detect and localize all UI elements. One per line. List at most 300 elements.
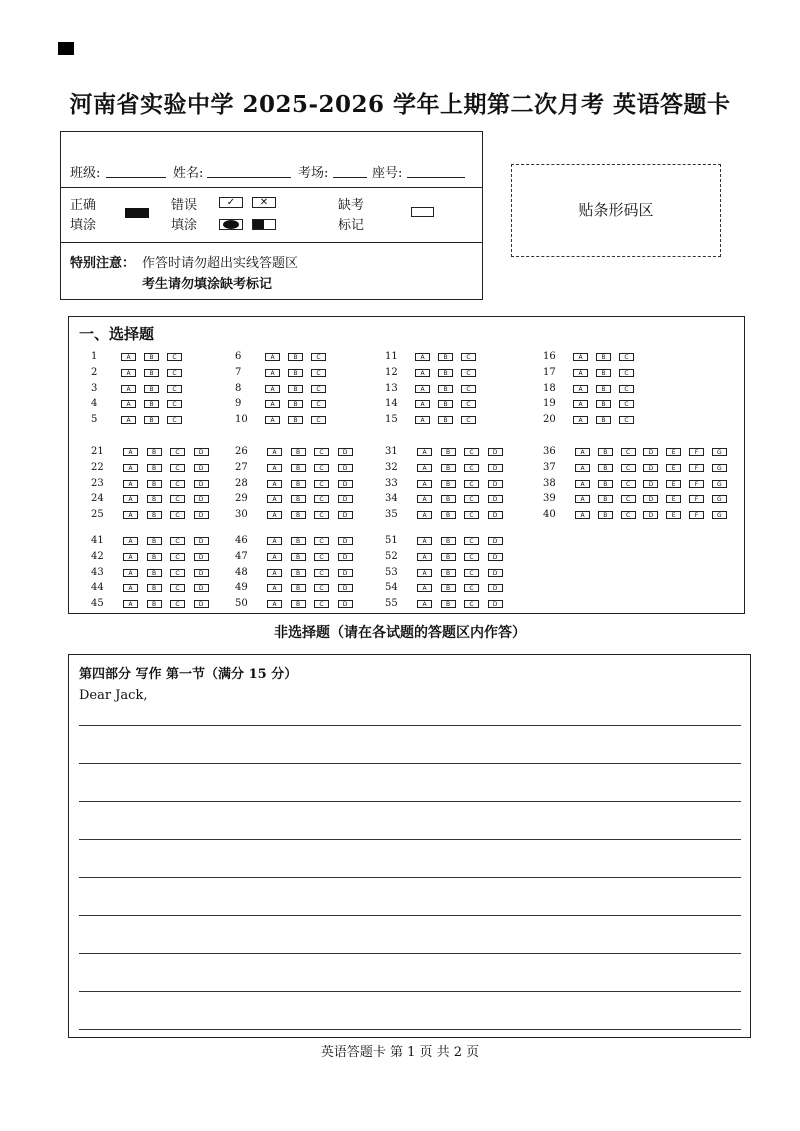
check-mark-icon: ✓ bbox=[219, 197, 243, 208]
answer-bubble[interactable]: C bbox=[170, 553, 185, 561]
question-number: 6 bbox=[235, 351, 242, 362]
writing-title: 第四部分 写作 第一节（满分 15 分） bbox=[79, 667, 298, 682]
answer-bubble[interactable]: C bbox=[311, 400, 326, 408]
answer-bubble[interactable]: C bbox=[170, 480, 185, 488]
question-number: 48 bbox=[235, 566, 248, 578]
question-number: 44 bbox=[91, 582, 104, 594]
barcode-label: 贴条形码区 bbox=[578, 201, 654, 219]
answer-bubble[interactable]: C bbox=[311, 369, 326, 377]
answer-bubble[interactable]: C bbox=[170, 569, 185, 577]
answer-bubble[interactable]: C bbox=[311, 385, 326, 393]
answer-bubble[interactable]: D bbox=[488, 600, 503, 608]
answer-bubble[interactable]: C bbox=[170, 511, 185, 519]
answer-bubble[interactable]: F bbox=[689, 464, 704, 472]
answer-bubble[interactable]: B bbox=[291, 553, 306, 561]
answer-bubble[interactable]: A bbox=[123, 553, 138, 561]
answer-bubble[interactable]: D bbox=[194, 584, 209, 592]
answer-bubble[interactable]: A bbox=[415, 353, 430, 361]
student-info-box bbox=[60, 131, 483, 300]
question-number: 31 bbox=[385, 446, 398, 457]
question-number: 32 bbox=[385, 461, 398, 473]
answer-bubble[interactable]: C bbox=[619, 416, 634, 424]
answer-bubble[interactable]: A bbox=[417, 584, 432, 592]
answer-bubble[interactable]: B bbox=[441, 584, 456, 592]
question-number: 23 bbox=[91, 477, 104, 489]
answer-bubble[interactable]: C bbox=[461, 353, 476, 361]
question-number: 10 bbox=[235, 414, 248, 426]
answer-bubble[interactable]: B bbox=[144, 353, 159, 361]
question-number: 43 bbox=[91, 566, 104, 578]
answer-bubble[interactable]: E bbox=[666, 480, 681, 488]
question-number: 52 bbox=[385, 550, 398, 562]
answer-bubble[interactable]: D bbox=[338, 511, 353, 519]
answer-bubble[interactable]: B bbox=[291, 448, 306, 456]
answer-bubble[interactable]: G bbox=[712, 511, 727, 519]
answer-bubble[interactable]: B bbox=[144, 416, 159, 424]
answer-bubble[interactable]: A bbox=[267, 600, 282, 608]
answer-bubble[interactable]: C bbox=[461, 369, 476, 377]
question-number: 3 bbox=[91, 382, 98, 394]
answer-bubble[interactable]: C bbox=[464, 553, 479, 561]
answer-bubble[interactable]: B bbox=[441, 448, 456, 456]
answer-bubble[interactable]: A bbox=[265, 353, 280, 361]
answer-bubble[interactable]: C bbox=[621, 511, 636, 519]
answer-bubble[interactable]: A bbox=[267, 480, 282, 488]
question-number: 7 bbox=[235, 366, 242, 378]
answer-bubble[interactable]: B bbox=[291, 600, 306, 608]
answer-bubble[interactable]: C bbox=[464, 584, 479, 592]
answer-bubble[interactable]: G bbox=[712, 495, 727, 503]
answer-bubble[interactable]: B bbox=[441, 495, 456, 503]
answer-bubble[interactable]: B bbox=[438, 385, 453, 393]
question-number: 28 bbox=[235, 477, 248, 489]
answer-bubble[interactable]: G bbox=[712, 464, 727, 472]
writing-line[interactable] bbox=[79, 763, 741, 764]
answer-bubble[interactable]: D bbox=[643, 464, 658, 472]
answer-bubble[interactable]: E bbox=[666, 448, 681, 456]
answer-bubble[interactable]: E bbox=[666, 511, 681, 519]
answer-bubble[interactable]: A bbox=[123, 584, 138, 592]
answer-bubble[interactable]: G bbox=[712, 480, 727, 488]
answer-bubble[interactable]: D bbox=[488, 480, 503, 488]
answer-bubble[interactable]: B bbox=[144, 385, 159, 393]
room-label: 考场: bbox=[298, 166, 329, 181]
answer-bubble[interactable]: C bbox=[464, 448, 479, 456]
question-number: 36 bbox=[543, 446, 556, 457]
answer-bubble[interactable]: C bbox=[464, 511, 479, 519]
answer-bubble[interactable]: A bbox=[121, 385, 136, 393]
writing-line[interactable] bbox=[79, 991, 741, 992]
answer-bubble[interactable]: D bbox=[488, 537, 503, 545]
answer-bubble[interactable]: B bbox=[438, 400, 453, 408]
answer-bubble[interactable]: D bbox=[338, 464, 353, 472]
answer-bubble[interactable]: C bbox=[461, 400, 476, 408]
answer-bubble[interactable]: B bbox=[288, 400, 303, 408]
answer-bubble[interactable]: A bbox=[415, 385, 430, 393]
answer-bubble[interactable]: C bbox=[170, 464, 185, 472]
answer-bubble[interactable]: B bbox=[441, 569, 456, 577]
answer-bubble[interactable]: B bbox=[596, 369, 611, 377]
answer-bubble[interactable]: B bbox=[288, 353, 303, 361]
barcode-area bbox=[511, 164, 721, 257]
question-number: 16 bbox=[543, 351, 556, 362]
question-number: 53 bbox=[385, 566, 398, 578]
answer-bubble[interactable]: A bbox=[417, 464, 432, 472]
answer-bubble[interactable]: D bbox=[488, 495, 503, 503]
correct-fill-label: 正确 bbox=[70, 198, 97, 213]
answer-bubble[interactable]: B bbox=[291, 584, 306, 592]
answer-bubble[interactable]: B bbox=[441, 553, 456, 561]
absent-mark-box[interactable] bbox=[411, 207, 434, 217]
writing-line[interactable] bbox=[79, 725, 741, 726]
answer-bubble[interactable]: A bbox=[417, 448, 432, 456]
answer-bubble[interactable]: C bbox=[464, 495, 479, 503]
answer-bubble[interactable]: C bbox=[167, 369, 182, 377]
answer-bubble[interactable]: D bbox=[194, 537, 209, 545]
class-field[interactable] bbox=[106, 177, 166, 178]
answer-bubble[interactable]: A bbox=[575, 448, 590, 456]
answer-bubble[interactable]: C bbox=[461, 416, 476, 424]
answer-bubble[interactable]: D bbox=[488, 553, 503, 561]
answer-bubble[interactable]: B bbox=[596, 353, 611, 361]
absent-label: 缺考 bbox=[338, 198, 365, 213]
answer-bubble[interactable]: A bbox=[417, 600, 432, 608]
answer-bubble[interactable]: A bbox=[575, 480, 590, 488]
answer-bubble[interactable]: A bbox=[123, 495, 138, 503]
answer-bubble[interactable]: A bbox=[121, 353, 136, 361]
question-number: 26 bbox=[235, 446, 248, 457]
answer-bubble[interactable]: A bbox=[267, 569, 282, 577]
answer-bubble[interactable]: B bbox=[441, 511, 456, 519]
answer-bubble[interactable]: A bbox=[575, 464, 590, 472]
answer-bubble[interactable]: D bbox=[194, 464, 209, 472]
answer-bubble[interactable]: D bbox=[338, 553, 353, 561]
answer-bubble[interactable]: C bbox=[464, 537, 479, 545]
answer-bubble[interactable]: A bbox=[265, 369, 280, 377]
question-number: 38 bbox=[543, 477, 556, 489]
answer-bubble[interactable]: A bbox=[267, 537, 282, 545]
answer-bubble[interactable]: C bbox=[314, 553, 329, 561]
answer-bubble[interactable]: B bbox=[147, 569, 162, 577]
question-number: 50 bbox=[235, 598, 248, 610]
answer-bubble[interactable]: A bbox=[265, 416, 280, 424]
answer-bubble[interactable]: F bbox=[689, 511, 704, 519]
question-number: 13 bbox=[385, 382, 398, 394]
answer-bubble[interactable]: A bbox=[573, 353, 588, 361]
answer-bubble[interactable]: C bbox=[621, 480, 636, 488]
wrong-fill-label: 错误 bbox=[171, 198, 198, 213]
absent-label-2: 标记 bbox=[338, 218, 365, 233]
answer-bubble[interactable]: B bbox=[147, 448, 162, 456]
answer-bubble[interactable]: B bbox=[291, 537, 306, 545]
answer-bubble[interactable]: D bbox=[643, 480, 658, 488]
answer-bubble[interactable]: A bbox=[267, 495, 282, 503]
answer-bubble[interactable]: B bbox=[147, 511, 162, 519]
answer-bubble[interactable]: B bbox=[598, 480, 613, 488]
answer-bubble[interactable]: A bbox=[123, 600, 138, 608]
answer-bubble[interactable]: A bbox=[417, 537, 432, 545]
answer-bubble[interactable]: C bbox=[167, 353, 182, 361]
answer-bubble[interactable]: A bbox=[573, 385, 588, 393]
wrong-fill-label-2: 填涂 bbox=[171, 218, 198, 233]
answer-bubble[interactable]: B bbox=[438, 369, 453, 377]
question-number: 51 bbox=[385, 535, 398, 546]
answer-bubble[interactable]: C bbox=[619, 369, 634, 377]
answer-bubble[interactable]: A bbox=[121, 400, 136, 408]
question-number: 35 bbox=[385, 509, 398, 521]
answer-bubble[interactable]: B bbox=[596, 385, 611, 393]
answer-bubble[interactable]: A bbox=[265, 400, 280, 408]
answer-bubble[interactable]: A bbox=[267, 584, 282, 592]
answer-bubble[interactable]: C bbox=[314, 600, 329, 608]
answer-bubble[interactable]: C bbox=[170, 600, 185, 608]
answer-bubble[interactable]: C bbox=[621, 448, 636, 456]
writing-line[interactable] bbox=[79, 839, 741, 840]
name-field[interactable] bbox=[207, 177, 291, 178]
answer-bubble[interactable]: B bbox=[441, 464, 456, 472]
answer-bubble[interactable]: C bbox=[170, 537, 185, 545]
answer-bubble[interactable]: A bbox=[123, 480, 138, 488]
answer-bubble[interactable]: A bbox=[267, 464, 282, 472]
answer-bubble[interactable]: D bbox=[488, 511, 503, 519]
answer-bubble[interactable]: C bbox=[311, 416, 326, 424]
answer-bubble[interactable]: C bbox=[619, 353, 634, 361]
answer-bubble[interactable]: A bbox=[573, 416, 588, 424]
answer-bubble[interactable]: A bbox=[417, 553, 432, 561]
answer-bubble[interactable]: A bbox=[121, 416, 136, 424]
answer-bubble[interactable]: C bbox=[314, 537, 329, 545]
answer-bubble[interactable]: C bbox=[311, 353, 326, 361]
answer-bubble[interactable]: B bbox=[438, 353, 453, 361]
writing-line[interactable] bbox=[79, 953, 741, 954]
answer-bubble[interactable]: B bbox=[291, 495, 306, 503]
notice-label: 特别注意： bbox=[70, 256, 136, 271]
answer-bubble[interactable]: A bbox=[415, 369, 430, 377]
answer-bubble[interactable]: D bbox=[194, 569, 209, 577]
answer-bubble[interactable]: C bbox=[314, 464, 329, 472]
answer-bubble[interactable]: C bbox=[464, 600, 479, 608]
answer-bubble[interactable]: D bbox=[338, 584, 353, 592]
answer-bubble[interactable]: D bbox=[643, 511, 658, 519]
answer-bubble[interactable]: B bbox=[288, 369, 303, 377]
answer-bubble[interactable]: C bbox=[461, 385, 476, 393]
answer-bubble[interactable]: A bbox=[417, 495, 432, 503]
question-number: 4 bbox=[91, 398, 98, 410]
answer-bubble[interactable]: B bbox=[147, 600, 162, 608]
question-number: 54 bbox=[385, 582, 398, 594]
answer-bubble[interactable]: A bbox=[415, 416, 430, 424]
answer-bubble[interactable]: B bbox=[147, 495, 162, 503]
question-number: 2 bbox=[91, 366, 98, 378]
answer-bubble[interactable]: A bbox=[123, 537, 138, 545]
answer-bubble[interactable]: B bbox=[147, 584, 162, 592]
answer-bubble[interactable]: A bbox=[575, 511, 590, 519]
answer-bubble[interactable]: A bbox=[267, 511, 282, 519]
choice-heading: 一、选择题 bbox=[79, 325, 155, 343]
salutation: Dear Jack, bbox=[79, 688, 148, 703]
question-number: 27 bbox=[235, 461, 248, 473]
answer-bubble[interactable]: B bbox=[598, 464, 613, 472]
answer-bubble[interactable]: C bbox=[464, 569, 479, 577]
answer-bubble[interactable]: D bbox=[488, 464, 503, 472]
answer-bubble[interactable]: D bbox=[338, 537, 353, 545]
question-number: 20 bbox=[543, 414, 556, 426]
answer-bubble[interactable]: B bbox=[291, 464, 306, 472]
answer-bubble[interactable]: D bbox=[488, 584, 503, 592]
question-number: 15 bbox=[385, 414, 398, 426]
answer-bubble[interactable]: B bbox=[147, 537, 162, 545]
answer-bubble[interactable]: D bbox=[194, 511, 209, 519]
alignment-mark bbox=[58, 42, 74, 55]
question-number: 21 bbox=[91, 446, 104, 457]
answer-bubble[interactable]: D bbox=[338, 448, 353, 456]
question-number: 33 bbox=[385, 477, 398, 489]
answer-bubble[interactable]: C bbox=[314, 511, 329, 519]
answer-bubble[interactable]: D bbox=[194, 448, 209, 456]
writing-line[interactable] bbox=[79, 1029, 741, 1030]
question-number: 42 bbox=[91, 550, 104, 562]
answer-bubble[interactable]: D bbox=[488, 569, 503, 577]
question-number: 49 bbox=[235, 582, 248, 594]
answer-bubble[interactable]: C bbox=[314, 448, 329, 456]
answer-bubble[interactable]: B bbox=[596, 416, 611, 424]
question-number: 19 bbox=[543, 398, 556, 410]
answer-bubble[interactable]: C bbox=[170, 495, 185, 503]
writing-line[interactable] bbox=[79, 915, 741, 916]
answer-bubble[interactable]: D bbox=[338, 480, 353, 488]
writing-line[interactable] bbox=[79, 877, 741, 878]
answer-bubble[interactable]: A bbox=[573, 369, 588, 377]
writing-line[interactable] bbox=[79, 801, 741, 802]
answer-bubble[interactable]: B bbox=[147, 553, 162, 561]
answer-bubble[interactable]: C bbox=[314, 584, 329, 592]
answer-bubble[interactable]: B bbox=[441, 480, 456, 488]
question-number: 9 bbox=[235, 398, 242, 410]
answer-bubble[interactable]: D bbox=[194, 600, 209, 608]
answer-bubble[interactable]: F bbox=[689, 495, 704, 503]
answer-bubble[interactable]: B bbox=[144, 400, 159, 408]
question-number: 41 bbox=[91, 535, 104, 546]
answer-bubble[interactable]: A bbox=[123, 448, 138, 456]
notice-line-1: 作答时请勿超出实线答题区 bbox=[142, 256, 299, 271]
answer-bubble[interactable]: C bbox=[621, 495, 636, 503]
page-footer: 英语答题卡 第 1 页 共 2 页 bbox=[320, 1045, 480, 1060]
answer-bubble[interactable]: C bbox=[464, 464, 479, 472]
answer-bubble[interactable]: C bbox=[314, 480, 329, 488]
answer-bubble[interactable]: D bbox=[643, 495, 658, 503]
answer-bubble[interactable]: E bbox=[666, 464, 681, 472]
answer-bubble[interactable]: B bbox=[441, 600, 456, 608]
answer-bubble[interactable]: F bbox=[689, 480, 704, 488]
answer-bubble[interactable]: B bbox=[144, 369, 159, 377]
answer-bubble[interactable]: A bbox=[267, 448, 282, 456]
page-title: 河南省实验中学 2025-2026 学年上期第二次月考 英语答题卡 bbox=[69, 91, 731, 118]
divider bbox=[61, 242, 482, 243]
question-number: 18 bbox=[543, 382, 556, 394]
room-field[interactable] bbox=[333, 177, 367, 178]
answer-bubble[interactable]: C bbox=[170, 584, 185, 592]
answer-bubble[interactable]: D bbox=[338, 569, 353, 577]
answer-bubble[interactable]: D bbox=[643, 448, 658, 456]
question-number: 22 bbox=[91, 461, 104, 473]
choice-section bbox=[68, 316, 745, 614]
answer-bubble[interactable]: A bbox=[121, 369, 136, 377]
answer-bubble[interactable]: B bbox=[596, 400, 611, 408]
answer-bubble[interactable]: C bbox=[314, 495, 329, 503]
question-number: 45 bbox=[91, 598, 104, 610]
class-label: 班级: bbox=[70, 166, 101, 181]
seat-field[interactable] bbox=[407, 177, 465, 178]
nonchoice-heading: 非选择题（请在各试题的答题区内作答） bbox=[274, 625, 526, 641]
answer-bubble[interactable]: B bbox=[291, 480, 306, 488]
answer-bubble[interactable]: C bbox=[619, 385, 634, 393]
answer-bubble[interactable]: C bbox=[619, 400, 634, 408]
question-number: 14 bbox=[385, 398, 398, 410]
answer-bubble[interactable]: A bbox=[265, 385, 280, 393]
answer-bubble[interactable]: A bbox=[417, 511, 432, 519]
answer-bubble[interactable]: A bbox=[123, 511, 138, 519]
answer-bubble[interactable]: B bbox=[598, 511, 613, 519]
answer-bubble[interactable]: B bbox=[438, 416, 453, 424]
answer-bubble[interactable]: C bbox=[167, 416, 182, 424]
answer-bubble[interactable]: C bbox=[464, 480, 479, 488]
answer-bubble[interactable]: B bbox=[598, 495, 613, 503]
answer-bubble[interactable]: A bbox=[575, 495, 590, 503]
answer-bubble[interactable]: C bbox=[170, 448, 185, 456]
question-number: 39 bbox=[543, 493, 556, 505]
answer-bubble[interactable]: A bbox=[123, 569, 138, 577]
correct-fill-sample bbox=[125, 208, 149, 218]
correct-fill-label-2: 填涂 bbox=[70, 218, 97, 233]
seat-label: 座号: bbox=[372, 166, 403, 181]
answer-bubble[interactable]: D bbox=[194, 495, 209, 503]
answer-bubble[interactable]: F bbox=[689, 448, 704, 456]
answer-bubble[interactable]: A bbox=[573, 400, 588, 408]
answer-bubble[interactable]: A bbox=[417, 480, 432, 488]
answer-bubble[interactable]: D bbox=[488, 448, 503, 456]
answer-bubble[interactable]: B bbox=[441, 537, 456, 545]
question-number: 17 bbox=[543, 366, 556, 378]
answer-bubble[interactable]: B bbox=[288, 385, 303, 393]
answer-bubble[interactable]: D bbox=[338, 600, 353, 608]
question-number: 34 bbox=[385, 493, 398, 505]
answer-bubble[interactable]: C bbox=[167, 385, 182, 393]
answer-bubble[interactable]: A bbox=[267, 553, 282, 561]
question-number: 29 bbox=[235, 493, 248, 505]
answer-bubble[interactable]: E bbox=[666, 495, 681, 503]
divider bbox=[61, 187, 482, 188]
writing-section bbox=[68, 654, 751, 1038]
answer-bubble[interactable]: B bbox=[598, 448, 613, 456]
answer-bubble[interactable]: A bbox=[123, 464, 138, 472]
answer-bubble[interactable]: C bbox=[621, 464, 636, 472]
answer-bubble[interactable]: B bbox=[291, 569, 306, 577]
answer-bubble[interactable]: A bbox=[417, 569, 432, 577]
answer-bubble[interactable]: C bbox=[314, 569, 329, 577]
answer-bubble[interactable]: C bbox=[167, 400, 182, 408]
answer-bubble[interactable]: B bbox=[291, 511, 306, 519]
answer-bubble[interactable]: D bbox=[194, 553, 209, 561]
question-number: 11 bbox=[385, 351, 398, 362]
oval-fill-icon bbox=[219, 219, 243, 230]
answer-bubble[interactable]: A bbox=[415, 400, 430, 408]
answer-bubble[interactable]: B bbox=[147, 480, 162, 488]
answer-bubble[interactable]: D bbox=[194, 480, 209, 488]
answer-bubble[interactable]: B bbox=[288, 416, 303, 424]
answer-bubble[interactable]: G bbox=[712, 448, 727, 456]
answer-bubble[interactable]: B bbox=[147, 464, 162, 472]
answer-bubble[interactable]: D bbox=[338, 495, 353, 503]
